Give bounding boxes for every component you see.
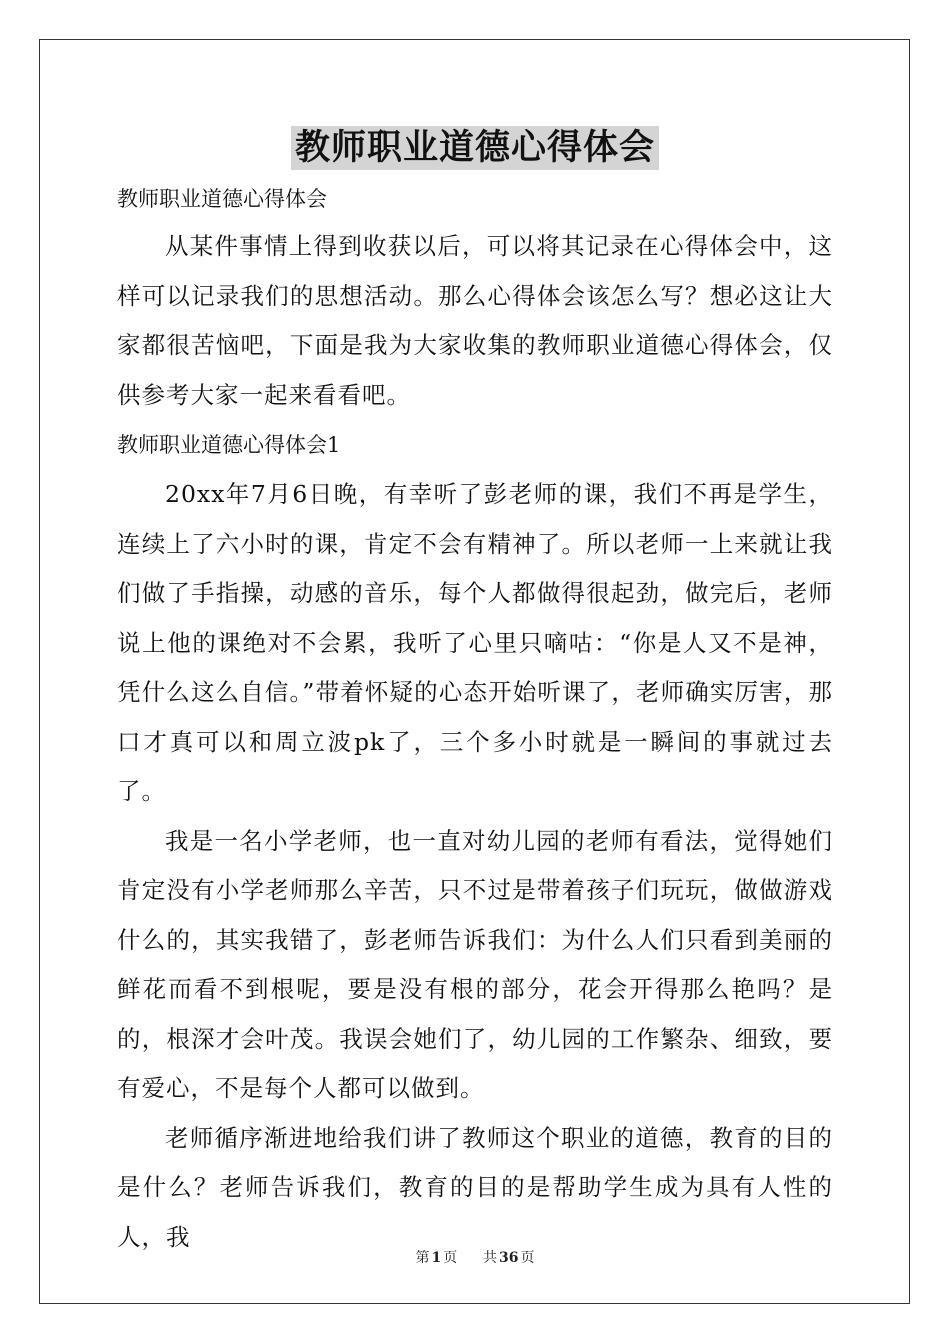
title-container xyxy=(0,126,950,170)
total-unit: 页 xyxy=(520,1250,535,1266)
total-page-count: 36 xyxy=(499,1250,519,1266)
total-pages-indicator xyxy=(481,1250,536,1266)
total-prefix: 共 xyxy=(483,1250,498,1266)
page-indicator xyxy=(413,1250,459,1266)
intro-paragraph: 从某件事情上得到收获以后，可以将其记录在心得体会中，这样可以记录我们的思想活动。那么心得体会该怎么写？想必这让大家都很苦恼吧，下面是我为大家收集的教师职业道德心得体会，仅供参考大家一起来看看吧。 xyxy=(117,232,833,409)
body-paragraph-1: 20xx年7月6日晚，有幸听了彭老师的课，我们不再是学生，连续上了六小时的课，肯定不会有精神了。所以老师一上来就让我们做了手指操，动感的音乐，每个人都做得很起劲，做完后，老师说上他的课绝对不会累，我听了心里只嘀咕：“你是人又不是神，凭什么这么自信。”带着怀疑的心态开始听课了，老师确实厉害，那口才真可以和周立波pk了，三个多小时就是一瞬间的事就过去了。 xyxy=(117,480,833,805)
document-subtitle: 教师职业道德心得体会 xyxy=(117,187,327,211)
page-prefix: 第 xyxy=(415,1250,430,1266)
page-footer xyxy=(0,1247,950,1267)
body-paragraph-2: 我是一名小学老师，也一直对幼儿园的老师有看法，觉得她们肯定没有小学老师那么辛苦，只不过是带着孩子们玩玩，做做游戏什么的，其实我错了，彭老师告诉我们：为什么人们只看到美丽的鲜花而看不到根呢，要是没有根的部分，花会开得那么艳吗？是的，根深才会叶茂。我误会她们了，幼儿园的工作繁杂、细致，要有爱心，不是每个人都可以做到。 xyxy=(117,826,833,1102)
document-title: 教师职业道德心得体会 xyxy=(291,126,659,170)
body-paragraph-3: 老师循序渐进地给我们讲了教师这个职业的道德，教育的目的是什么？老师告诉我们，教育的目的是帮助学生成为具有人性的人，我 xyxy=(117,1123,833,1251)
current-page-number: 1 xyxy=(431,1250,442,1266)
section-heading: 教师职业道德心得体会1 xyxy=(117,433,341,457)
document-body xyxy=(117,176,833,1262)
page-unit: 页 xyxy=(443,1250,458,1266)
